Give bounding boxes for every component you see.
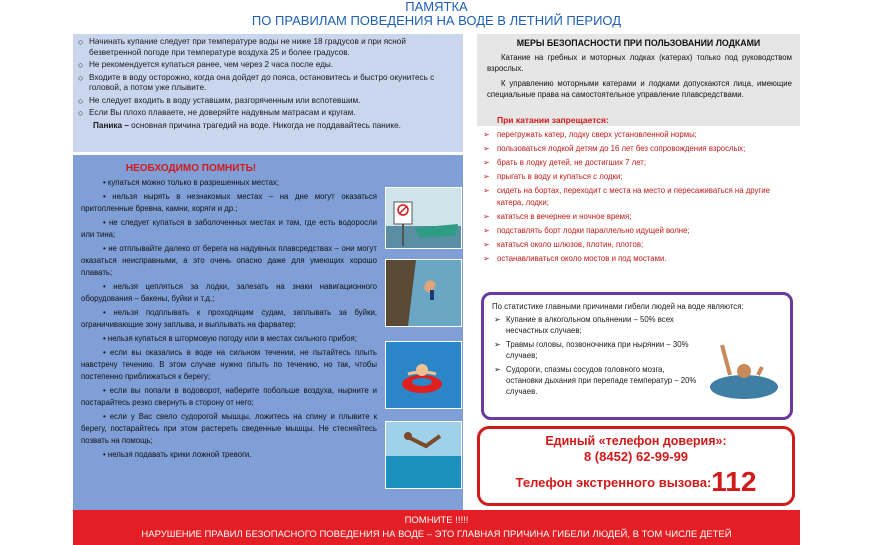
statistics-box [481, 292, 793, 420]
remember-heading: НЕОБХОДИМО ПОМНИТЬ! [125, 163, 257, 174]
forbidden-heading: При катании запрещается: [497, 115, 609, 125]
drowning-person-image [708, 331, 780, 401]
remember-box [73, 155, 463, 510]
remember-item: • купаться можно только в разрешенных местах; [103, 178, 279, 187]
forbidden-item: ➢ останавливаться около мостов и под мостами. [489, 253, 794, 265]
forbidden-item: ➢ кататься около шлюзов, плотин, плотов; [489, 239, 794, 251]
swimming-rules-box [73, 34, 463, 152]
remember-item: • не следует купаться в заболоченных местах и там, где есть водоросли или тина; [81, 218, 377, 239]
emergency-label: Телефон экстренного вызова: [515, 475, 712, 490]
statistics-item: ➢ Травмы головы, позвоночника при нырянии – 30% случаев; [496, 339, 701, 361]
forbidden-item: ➢ кататься в вечернее и ночное время; [489, 211, 794, 223]
footer-line-2: НАРУШЕНИЕ ПРАВИЛ БЕЗОПАСНОГО ПОВЕДЕНИЯ НА ВОДЕ – ЭТО ГЛАВНАЯ ПРИЧИНА ГИБЕЛИ ЛЮДЕЙ, В ТОМ ЧИСЛЕ ДЕТЕЙ [141, 529, 732, 540]
remember-item: • нельзя подавать крики ложной тревоги. [103, 450, 252, 459]
no-swimming-sign-photo [385, 187, 462, 249]
boat-safety-box [477, 34, 800, 126]
remember-item: • если вы оказались в воде на сильном течении, не пытайтесь плыть навстречу течению. В этом случае нужно плыть по течению, но так, чтобы постепенно приближаться к берегу; [81, 348, 377, 381]
forbidden-item: ➢ сидеть на бортах, переходит с места на место и пересаживаться на другие катера, лодки; [489, 185, 794, 209]
boat-safety-paragraph: К управлению моторными катерами и лодками допускаются лица, имеющие специальные права на самостоятельное управление плавсредствами. [487, 79, 792, 99]
diver-jumping-photo [385, 259, 462, 327]
hotline-box [477, 426, 795, 506]
diver-image [386, 260, 461, 326]
forbidden-item: ➢ прыгать в воду и купаться с лодки; [489, 171, 794, 183]
remember-item: • не отплывайте далеко от берега на надувных плавсредствах – они могут оказаться неисправными, а это очень опасно даже для умеющих хорошо плавать; [81, 244, 377, 277]
memo-sheet [73, 0, 800, 545]
panic-warning: Паника – основная причина трагедий на воде. Никогда не поддавайтесь панике. [93, 120, 401, 130]
boat-safety-paragraph: Катание на гребных и моторных лодках (катерах) только под руководством взрослых. [487, 53, 792, 73]
emergency-number[interactable]: 112 [711, 466, 757, 497]
diving-person-image [386, 422, 461, 488]
forbidden-item: ➢ брать в лодку детей, не достигших 7 лет; [489, 157, 794, 169]
remember-item: • нельзя подплывать к проходящим судам, заплывать за буйки, ограничивающие зону заплыва, и выплывать на фарватер; [81, 308, 377, 329]
rule-item: ○ Начинать купание следует при температуре воды не ниже 18 градусов и при ясной безветренной погоде при температуре воздуха 25 и более градусов. [78, 37, 406, 57]
remember-item: • нельзя цепляться за лодки, залезать на знаки навигационного оборудования – бакены, буйки и т.д.; [81, 282, 377, 303]
remember-item: • нельзя нырять в незнакомых местах – на дне могут оказаться притопленные бревна, камни, коряги и др.; [81, 192, 377, 213]
title-line-2: ПО ПРАВИЛАМ ПОВЕДЕНИЯ НА ВОДЕ В ЛЕТНИЙ ПЕРИОД [251, 13, 622, 28]
footer-line-1: ПОМНИТЕ !!!!! [404, 515, 469, 526]
rule-item: ○ Не рекомендуется купаться ранее, чем через 2 часа после еды. [78, 60, 334, 70]
emergency-line [480, 466, 792, 498]
swim-ring-photo [385, 341, 462, 409]
hotline-label: Единый «телефон доверия»: [545, 434, 727, 448]
statistics-item: ➢ Судороги, спазмы сосудов головного мозга, остановки дыхания при перепаде температур – 20% случаев. [496, 364, 701, 397]
diving-person-photo [385, 421, 462, 489]
rule-item: ○ Входите в воду осторожно, когда она дойдет до пояса, остановитесь и быстро окунитесь с головой, а потом уже плывите. [78, 72, 435, 92]
title-line-1: ПАМЯТКА [405, 0, 468, 14]
remember-item: • если вы попали в водоворот, наберите побольше воздуха, нырните и постарайтесь резко свернуть в сторону от него; [81, 386, 377, 407]
remember-item: • нельзя купаться в штормовую погоду или в местах сильного прибоя; [103, 334, 357, 343]
hotline-number[interactable]: 8 (8452) 62-99-99 [583, 449, 689, 464]
rule-item: ○ Если Вы плохо плаваете, не доверяйте надувным матрасам и кругам. [78, 108, 356, 118]
no-swimming-sign-image [386, 188, 461, 248]
forbidden-item: ➢ подставлять борт лодки параллельно идущей волне; [489, 225, 794, 237]
rule-item: ○ Не следует входить в воду уставшим, разгоряченным или вспотевшим. [78, 95, 361, 106]
forbidden-list-box [477, 115, 800, 267]
remember-item: • если у Вас свело судорогой мышцы, ложитесь на спину и плывите к берегу, постарайтесь при этом растереть сведенные мышцы. Не стесняйтесь позвать на помощь; [81, 412, 377, 445]
forbidden-item: ➢ пользоваться лодкой детям до 16 лет без сопровождения взрослых; [489, 143, 794, 155]
boat-safety-heading: МЕРЫ БЕЗОПАСНОСТИ ПРИ ПОЛЬЗОВАНИИ ЛОДКАМИ [516, 38, 761, 48]
forbidden-item: ➢ перегружать катер, лодку сверх установленной нормы; [489, 129, 794, 141]
statistics-item: ➢ Купание в алкогольном опьянении – 50% всех несчастных случаев; [496, 314, 701, 336]
remember-list [81, 177, 377, 463]
swim-ring-image [386, 342, 461, 408]
footer-warning [73, 510, 800, 545]
page-title [73, 0, 800, 28]
statistics-heading: По статистике главными причинами гибели людей на воде являются: [492, 302, 744, 311]
